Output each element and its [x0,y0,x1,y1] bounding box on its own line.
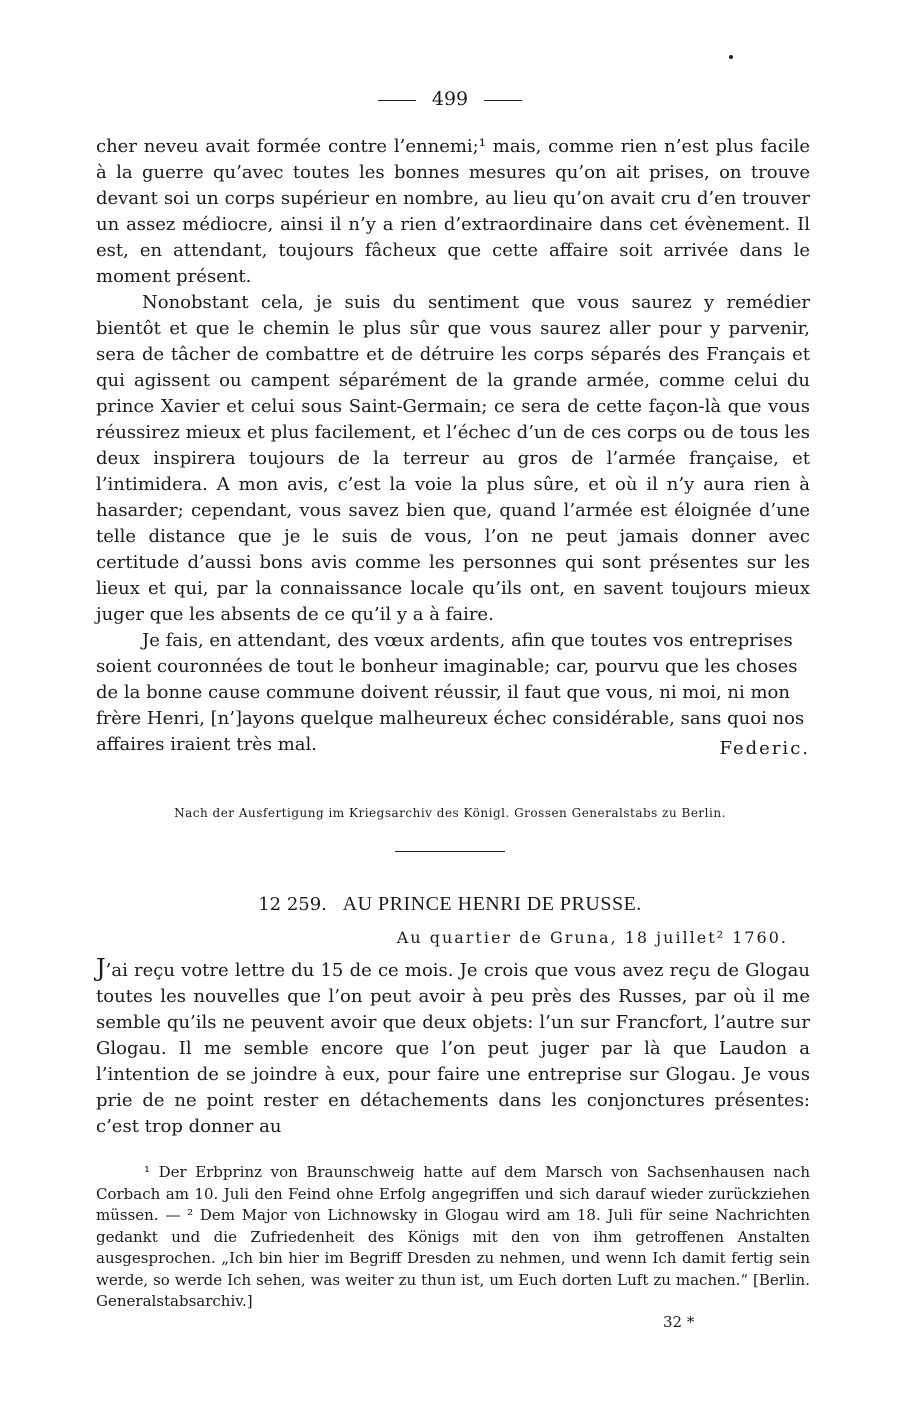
page-header [0,88,900,110]
section-divider [395,851,505,852]
letter-paragraph-text: ’ai reçu votre lettre du 15 de ce mois. Je crois que vous avez reçu de Glogau toutes les nouvelles que l’on peut avoir à peu près des Russes, par où il me semble qu’ils ne peuvent avoir que deux objets: l’un sur Francfort, l’autre sur Glogau. Il me semble encore que l’on peut juger par là que Laudon a l’intention de se joindre à eux, pour faire une entreprise sur Glogau. Je vous prie de ne point rester en détachements dans les conjonctures présentes: c’est trop donner au [96,960,810,1137]
header-rule-right [484,100,522,101]
page-number: 499 [431,88,469,110]
header-rule-left [378,100,416,101]
paragraph-2: Nonobstant cela, je suis du sentiment que vous saurez y remédier bientôt et que le chemin le plus sûr que vous saurez aller pour y parvenir, sera de tâcher de combattre et de détruire les corps séparés des Français et qui agissent ou campent séparément de la grande armée, comme celui du prince Xavier et celui sous Saint-Germain; ce sera de cette façon-là que vous réussirez mieux et plus facilement, et l’échec d’un de ces corps ou de tous les deux inspirera toujours de la terreur au gros de l’armée française, et l’intimidera. A mon avis, c’est la voie la plus sûre, et où il n’y aura rien à hasarder; cependant, vous savez bien que, quand l’armée est éloignée d’une telle distance que je le suis de vous, l’on ne peut jamais donner avec certitude d’aussi bons avis comme les personnes qui sont présentes sur les lieux et qui, par la connaissance locale qu’ils ont, en savent toujours mieux juger que les absents de ce qu’il y a à faire. [96,292,810,625]
letter-dateline: Au quartier de Gruna, 18 juillet² 1760. [396,928,788,947]
letter-paragraph [96,955,810,1140]
letter-heading [0,893,900,916]
printer-signature-mark: 32 * [663,1313,695,1331]
paragraph-3 [96,628,810,758]
paragraph-1: cher neveu avait formée contre l’ennemi;¹ mais, comme rien n’est plus facile à la guerre qu’avec toutes les bonnes mesures qu’on ait prises, on trouve devant soi un corps supérieur en nombre, au lieu qu’on avait cru d’en trouver un assez médiocre, ainsi il n’y a rien d’extraordinaire dans cet évènement. Il est, en attendant, toujours fâcheux que cette affaire soit arrivée dans le moment présent. [96,136,810,287]
print-speck [729,55,733,59]
letter-number: 12 259. [258,894,327,915]
letter-title: AU PRINCE HENRI DE PRUSSE. [342,893,642,915]
continuation-text [96,134,810,762]
letter-signature: Federic. [719,738,810,759]
letter-text [96,955,810,1140]
paragraph-3-text: Je fais, en attendant, des vœux ardents, afin que toutes vos entreprises soient couronnées de tout le bonheur imaginable; car, pourvu que les choses de la bonne cause commune doivent réussir, il faut que vous, ni moi, ni mon frère Henri, [n’]ayons quelque malheureux échec considérable, sans quoi nos affaires iraient très mal. [96,630,805,755]
footnotes [96,1162,810,1313]
footnotes-text: ¹ Der Erbprinz von Braunschweig hatte auf dem Marsch von Sachsenhausen nach Corbach am 10. Juli den Feind ohne Erfolg angegriffen und sich darauf wieder zurückziehen müssen. — ² Dem Major von Lichnowsky in Glogau wird am 18. Juli für seine Nachrichten gedankt und die Zufriedenheit des Königs mit den von ihm getroffenen Anstalten ausgesprochen. „Ich bin hier im Begriff Dresden zu nehmen, und wenn Ich damit fertig sein werde, so werde Ich sehen, was weiter zu thun ist, um Euch dorten Luft zu machen.“ [Berlin. Generalstabsarchiv.] [96,1163,810,1310]
letter-initial: J [96,954,106,982]
archival-source-note: Nach der Ausfertigung im Kriegsarchiv des Königl. Grossen Generalstabs zu Berlin. [174,806,726,820]
